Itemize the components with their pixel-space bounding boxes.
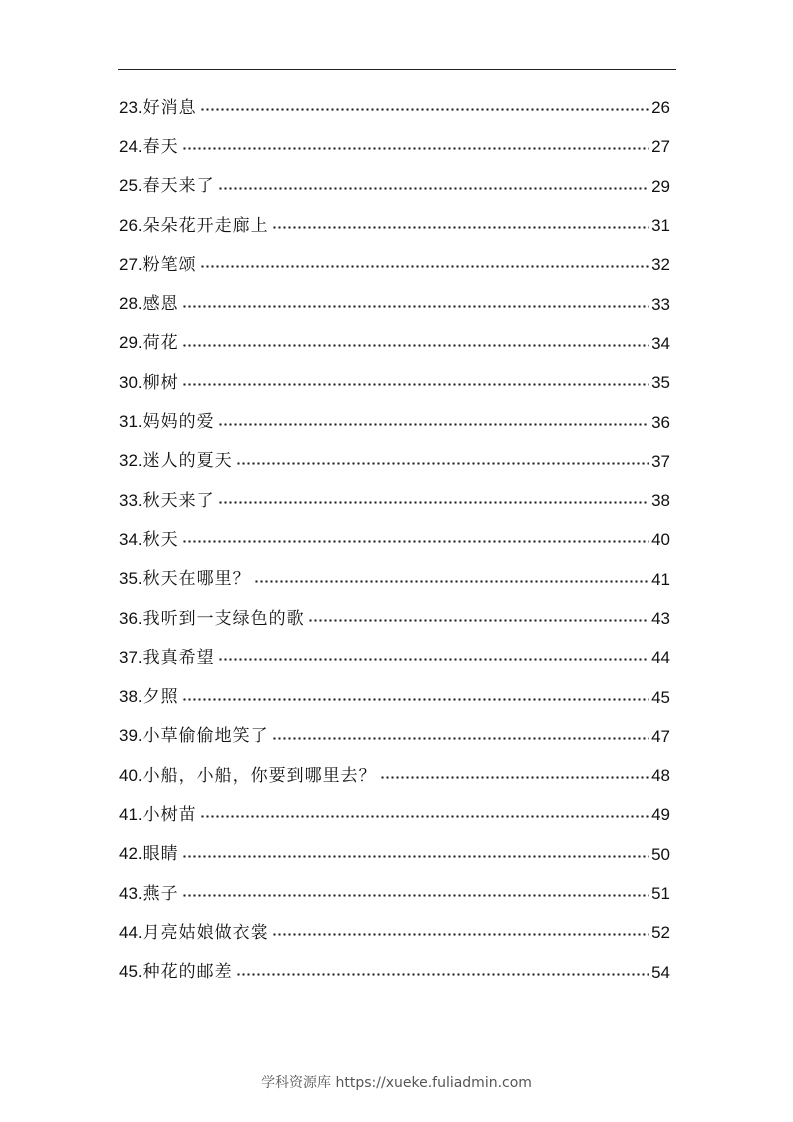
toc-entry-number: 43. xyxy=(119,883,143,903)
toc-dot-leader xyxy=(200,815,649,818)
toc-entry[interactable] xyxy=(119,324,670,363)
toc-entry-title: 感恩 xyxy=(142,294,179,315)
toc-entry-number: 26. xyxy=(119,215,143,235)
toc-entry-title: 春天来了 xyxy=(142,176,215,197)
toc-entry[interactable] xyxy=(119,402,670,441)
toc-entry-title: 月亮姑娘做衣裳 xyxy=(142,922,269,943)
toc-dot-leader xyxy=(182,698,649,701)
toc-entry-title: 夕照 xyxy=(142,687,179,708)
toc-entry-title: 我真希望 xyxy=(142,647,215,668)
toc-entry-label xyxy=(119,845,179,863)
toc-entry-number: 34. xyxy=(119,529,143,549)
toc-entry-label xyxy=(119,256,197,274)
toc-entry-label xyxy=(119,531,179,549)
toc-entry-title: 我听到一支绿色的歌 xyxy=(142,608,305,629)
toc-entry[interactable] xyxy=(119,717,670,756)
toc-entry-number: 32. xyxy=(119,451,143,471)
toc-dot-leader xyxy=(272,933,649,936)
toc-entry-page-number: 32 xyxy=(651,255,670,275)
toc-entry-title: 朵朵花开走廊上 xyxy=(142,215,269,236)
toc-entry[interactable] xyxy=(119,245,670,284)
toc-entry-page-number: 48 xyxy=(651,766,670,786)
toc-entry-label xyxy=(119,452,233,470)
toc-entry-page-number: 54 xyxy=(651,962,670,982)
toc-dot-leader xyxy=(218,658,649,661)
toc-entry[interactable] xyxy=(119,560,670,599)
toc-entry-label xyxy=(119,374,179,392)
toc-entry-title: 柳树 xyxy=(142,372,179,393)
toc-entry-label xyxy=(119,727,269,745)
toc-entry[interactable] xyxy=(119,677,670,716)
toc-entry-title: 迷人的夏天 xyxy=(142,451,233,472)
toc-entry-label xyxy=(119,610,305,628)
toc-entry[interactable] xyxy=(119,756,670,795)
header-rule xyxy=(118,69,676,70)
toc-entry-page-number: 33 xyxy=(651,294,670,314)
toc-entry-label xyxy=(119,963,233,981)
toc-entry-number: 37. xyxy=(119,647,143,667)
toc-entry-title: 粉笔颂 xyxy=(142,254,197,275)
toc-entry[interactable] xyxy=(119,599,670,638)
toc-entry-page-number: 52 xyxy=(651,923,670,943)
toc-entry-label xyxy=(119,767,377,785)
toc-entry[interactable] xyxy=(119,127,670,166)
toc-entry-title: 荷花 xyxy=(142,333,179,354)
toc-dot-leader xyxy=(218,187,649,190)
toc-entry-title: 小草偷偷地笑了 xyxy=(142,726,269,747)
toc-dot-leader xyxy=(218,423,649,426)
toc-entry[interactable] xyxy=(119,481,670,520)
toc-entry-number: 41. xyxy=(119,804,143,824)
table-of-contents xyxy=(119,88,670,992)
toc-entry-page-number: 36 xyxy=(651,412,670,432)
toc-entry-number: 25. xyxy=(119,176,143,196)
toc-entry-label xyxy=(119,570,251,588)
toc-entry-number: 24. xyxy=(119,136,143,156)
toc-entry-label xyxy=(119,806,197,824)
toc-dot-leader xyxy=(200,265,649,268)
toc-dot-leader xyxy=(182,383,649,386)
toc-entry-title: 春天 xyxy=(142,136,179,157)
toc-dot-leader xyxy=(200,108,649,111)
toc-entry-title: 秋天 xyxy=(142,529,179,550)
toc-entry[interactable] xyxy=(119,167,670,206)
toc-entry-title: 种花的邮差 xyxy=(142,962,233,983)
toc-dot-leader xyxy=(182,344,649,347)
toc-entry-label xyxy=(119,295,179,313)
toc-entry-page-number: 27 xyxy=(651,137,670,157)
toc-entry-number: 36. xyxy=(119,608,143,628)
toc-entry-page-number: 45 xyxy=(651,687,670,707)
toc-entry-label xyxy=(119,924,269,942)
toc-entry-number: 38. xyxy=(119,687,143,707)
toc-dot-leader xyxy=(236,462,649,465)
toc-entry-label xyxy=(119,649,215,667)
toc-entry-title: 眼睛 xyxy=(142,844,179,865)
toc-entry-page-number: 51 xyxy=(651,884,670,904)
toc-entry-page-number: 40 xyxy=(651,530,670,550)
toc-entry-label xyxy=(119,413,215,431)
toc-entry-page-number: 37 xyxy=(651,451,670,471)
toc-entry[interactable] xyxy=(119,520,670,559)
toc-entry[interactable] xyxy=(119,88,670,127)
toc-dot-leader xyxy=(182,855,649,858)
toc-entry-title: 燕子 xyxy=(142,883,179,904)
toc-entry-label xyxy=(119,99,197,117)
toc-entry-number: 39. xyxy=(119,726,143,746)
toc-entry-page-number: 44 xyxy=(651,648,670,668)
toc-entry-page-number: 47 xyxy=(651,726,670,746)
toc-dot-leader xyxy=(272,737,649,740)
toc-entry-number: 27. xyxy=(119,254,143,274)
toc-entry-page-number: 26 xyxy=(651,98,670,118)
toc-dot-leader xyxy=(236,973,649,976)
toc-dot-leader xyxy=(182,894,649,897)
toc-entry-title: 秋天在哪里？ xyxy=(142,569,251,590)
toc-entry-page-number: 29 xyxy=(651,176,670,196)
toc-entry-title: 好消息 xyxy=(142,97,197,118)
toc-entry-page-number: 41 xyxy=(651,569,670,589)
toc-dot-leader xyxy=(182,540,649,543)
toc-entry[interactable] xyxy=(119,206,670,245)
toc-entry[interactable] xyxy=(119,638,670,677)
toc-entry-page-number: 34 xyxy=(651,333,670,353)
toc-dot-leader xyxy=(308,619,649,622)
toc-entry-page-number: 31 xyxy=(651,216,670,236)
toc-entry-label xyxy=(119,885,179,903)
toc-dot-leader xyxy=(272,226,649,229)
toc-entry-number: 42. xyxy=(119,844,143,864)
toc-entry-label xyxy=(119,177,215,195)
toc-entry-page-number: 49 xyxy=(651,805,670,825)
toc-entry-title: 小船，小船，你要到哪里去？ xyxy=(142,765,377,786)
toc-entry-label xyxy=(119,492,215,510)
toc-entry-page-number: 38 xyxy=(651,491,670,511)
footer-watermark: 学科资源库 https://xueke.fuliadmin.com xyxy=(261,1075,532,1091)
toc-entry-title: 秋天来了 xyxy=(142,490,215,511)
toc-entry-number: 28. xyxy=(119,294,143,314)
toc-entry[interactable] xyxy=(119,442,670,481)
toc-entry[interactable] xyxy=(119,874,670,913)
toc-dot-leader xyxy=(380,776,649,779)
toc-entry-page-number: 43 xyxy=(651,609,670,628)
toc-entry[interactable] xyxy=(119,284,670,323)
toc-entry-label xyxy=(119,688,179,706)
toc-entry[interactable] xyxy=(119,953,670,992)
toc-dot-leader xyxy=(182,147,649,150)
toc-entry[interactable] xyxy=(119,913,670,952)
toc-entry-number: 44. xyxy=(119,922,143,942)
toc-entry[interactable] xyxy=(119,795,670,834)
toc-entry-number: 31. xyxy=(119,412,143,432)
toc-entry-title: 妈妈的爱 xyxy=(142,412,215,433)
toc-dot-leader xyxy=(218,501,649,504)
toc-dot-leader xyxy=(182,305,649,308)
toc-entry-number: 29. xyxy=(119,333,143,353)
toc-entry-title: 小树苗 xyxy=(142,804,197,825)
toc-entry-label xyxy=(119,217,269,235)
toc-entry[interactable] xyxy=(119,363,670,402)
toc-dot-leader xyxy=(254,580,649,583)
toc-entry-number: 35. xyxy=(119,569,143,589)
toc-entry-number: 23. xyxy=(119,97,143,117)
toc-entry-label xyxy=(119,334,179,352)
toc-entry-number: 40. xyxy=(119,765,143,785)
toc-entry-page-number: 50 xyxy=(651,844,670,864)
toc-entry-label xyxy=(119,138,179,156)
toc-entry-page-number: 35 xyxy=(651,373,670,393)
toc-entry-number: 33. xyxy=(119,490,143,510)
toc-entry-number: 45. xyxy=(119,962,143,982)
toc-entry-number: 30. xyxy=(119,372,143,392)
toc-entry[interactable] xyxy=(119,835,670,874)
